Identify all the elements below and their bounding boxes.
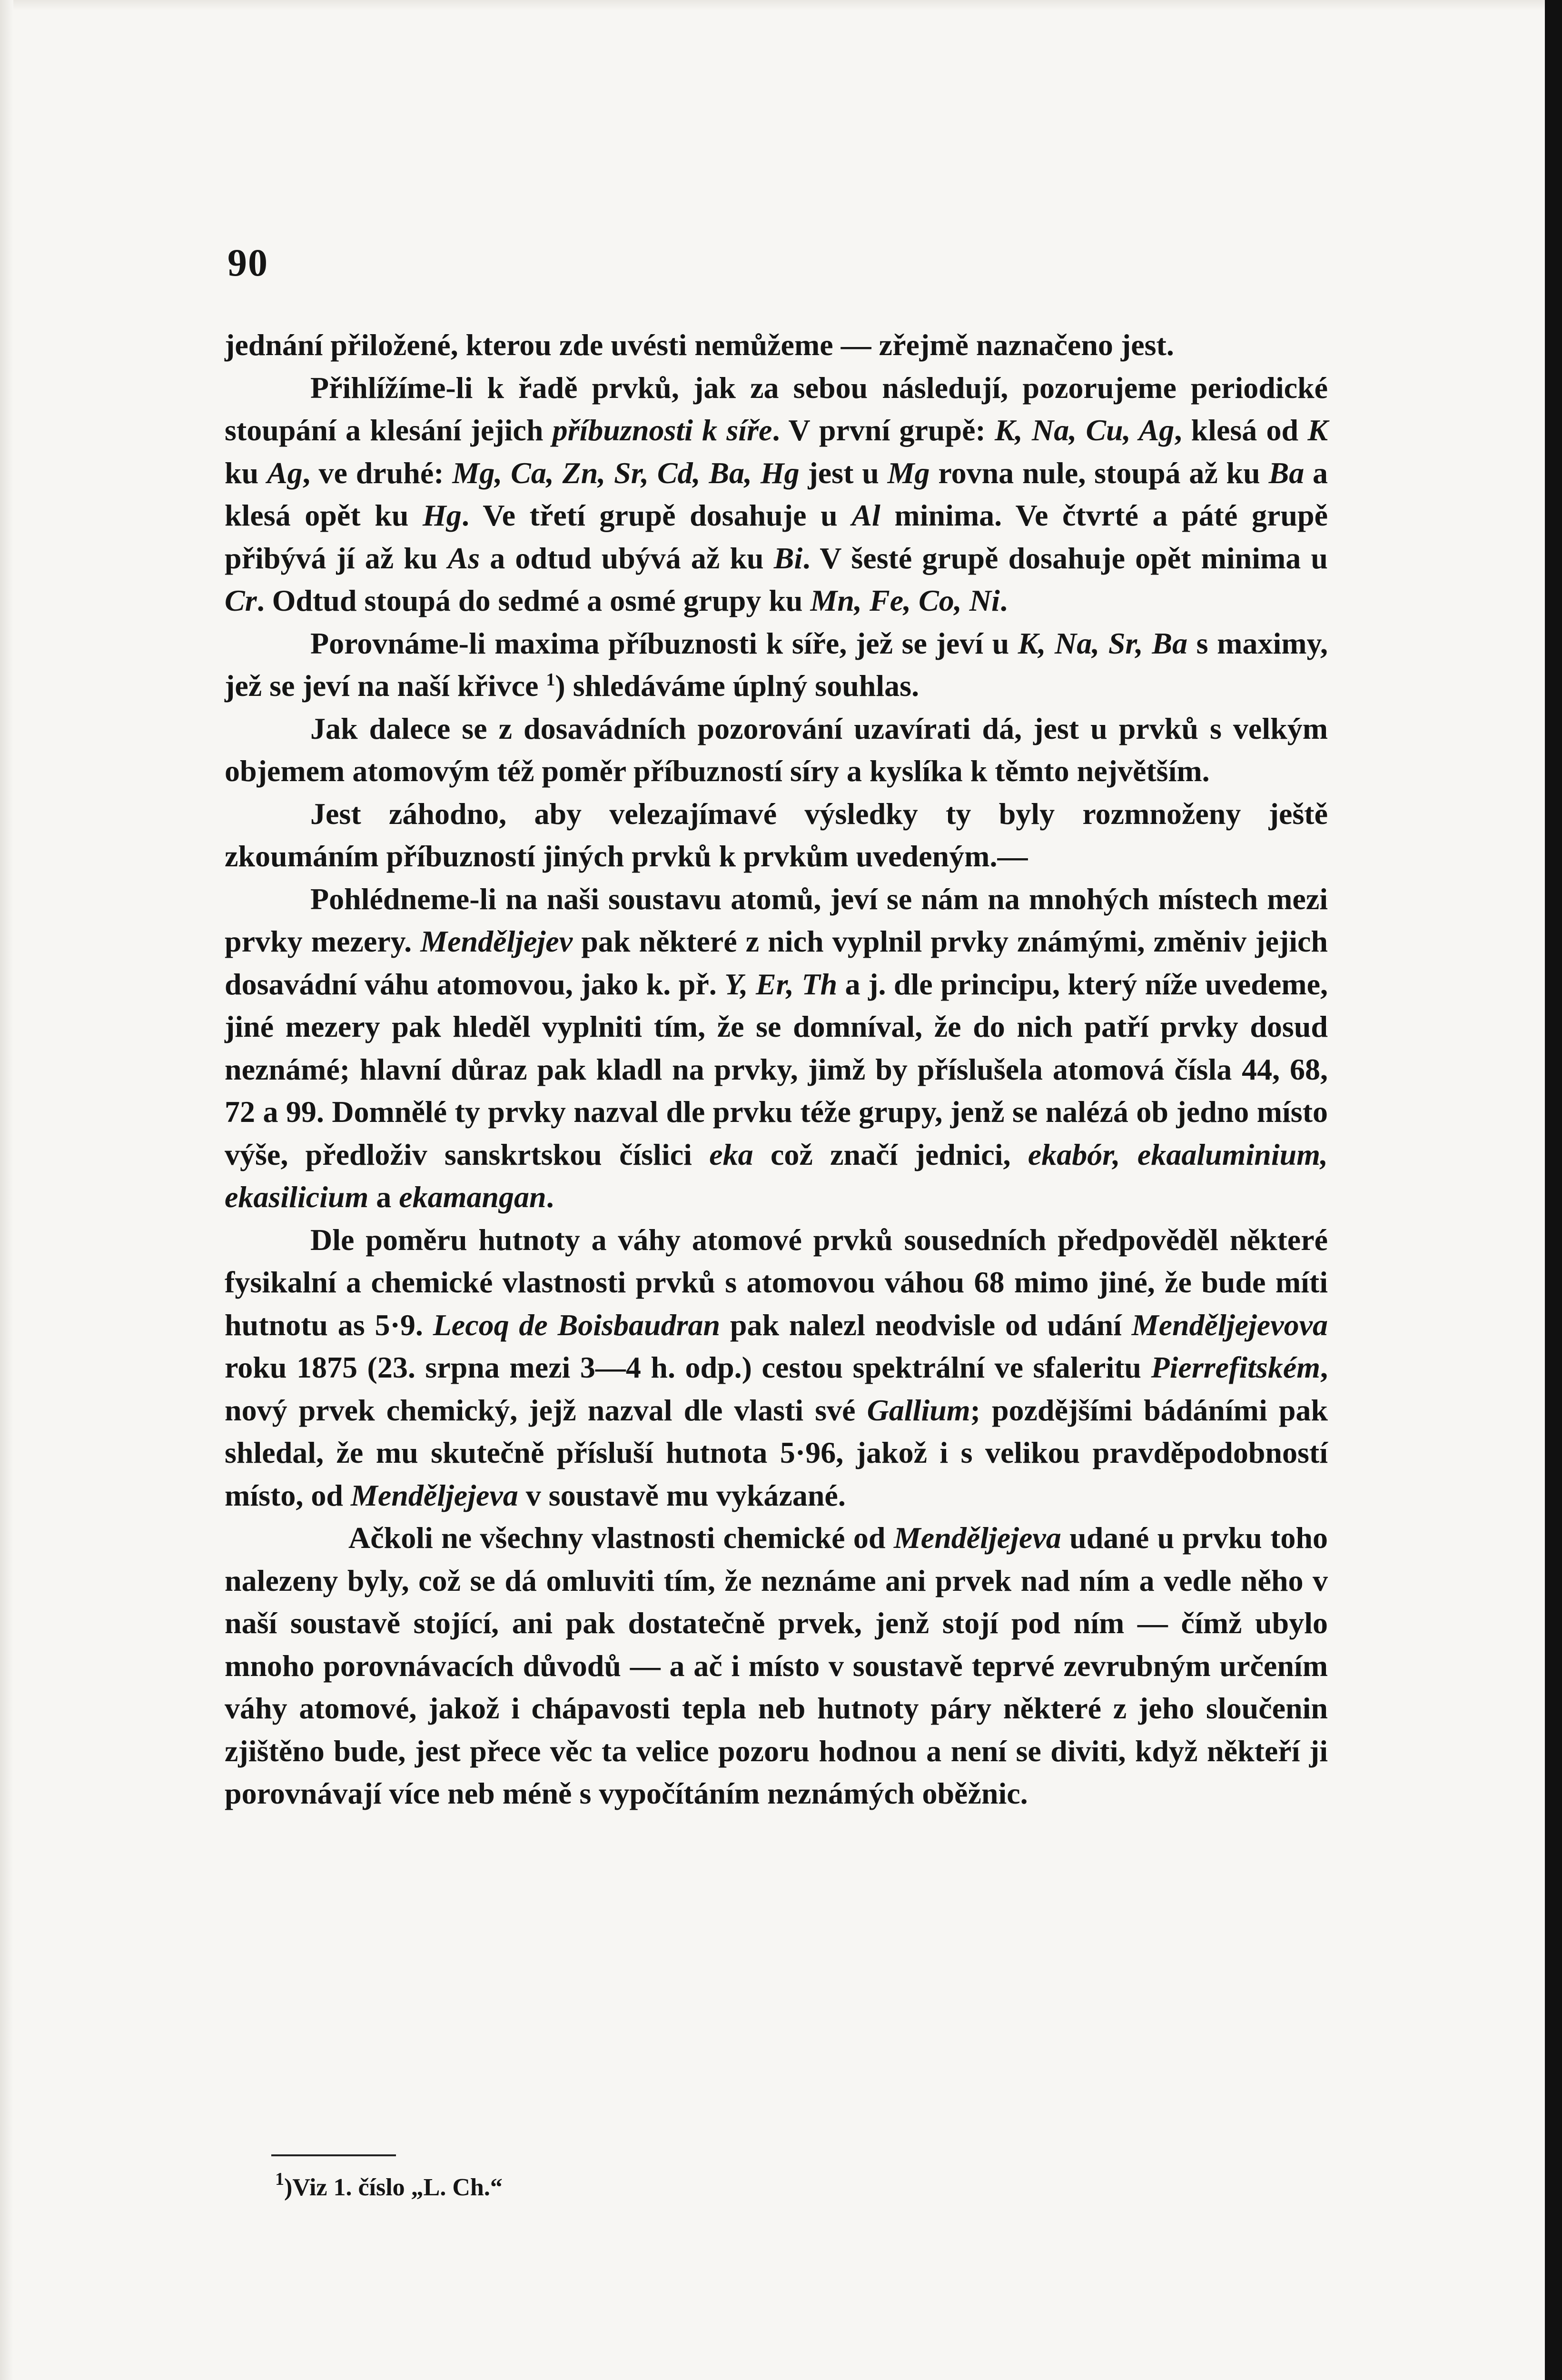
text-run: s maximy, jež se jeví na naší křivce (225, 626, 1328, 703)
text-run: ; pozdějšími bádáními pak shledal, že mu skutečně přísluší hutnota 5·96, jakož i s velikou pravděpodobností místo, od (225, 1393, 1328, 1512)
italic-run: ekamangan (399, 1180, 546, 1214)
italic-run: Menděljejeva (893, 1521, 1061, 1555)
italic-run: Ag (267, 456, 303, 490)
text-run: ku (225, 456, 267, 490)
italic-run: Menděljejeva (350, 1478, 518, 1512)
text-run: a odtud ubývá až ku (480, 541, 774, 575)
paragraph-1 (225, 324, 1328, 367)
paragraph-8 (225, 1517, 1328, 1815)
footnote-divider (271, 2154, 396, 2156)
italic-run: ekabór, ekaaluminium, ekasilicium (225, 1137, 1328, 1214)
italic-run: Al (851, 498, 880, 532)
page-edge-top (0, 0, 1562, 10)
italic-run: Lecoq de Boisbaudran (433, 1308, 721, 1342)
body-text (225, 324, 1328, 1815)
italic-run: Hg (423, 498, 462, 532)
page-number: 90 (227, 241, 268, 284)
text-run: což značí jednici, (753, 1137, 1028, 1171)
text-run: Dle poměru hutnoty a váhy atomové prvků sousedních předpověděl některé fysikalní a chemické vlastnosti prvků s atomovou váhou 68 mimo jiné, že bude míti hutnotu as 5·9. (225, 1222, 1328, 1342)
italic-run: eka (709, 1137, 753, 1171)
paragraph-2 (225, 367, 1328, 622)
italic-run: Mg, Ca, Zn, Sr, Cd, Ba, Hg (452, 456, 800, 490)
paragraph-7 (225, 1219, 1328, 1517)
text-run: Porovnáme-li maxima příbuznosti k síře, jež se jeví u (310, 626, 1018, 660)
italic-run: Mn, Fe, Co, Ni (810, 584, 1000, 617)
text-run: Jest záhodno, aby velezajímavé výsledky ty byly rozmnoženy ještě zkoumáním příbuzností jiných prvků k prvkům uvedeným.— (225, 796, 1328, 873)
text-run: a j. dle principu, který níže uvedeme, jiné mezery pak hleděl vyplniti tím, že se domníval, že do nich patří prvky dosud neznámé; hlavní důraz pak kladl na prvky, jimž by příslušela atomová čísla 44, 68, 72 a 99. Domnělé ty prvky nazval dle prvku téže grupy, jenž se nalézá ob jedno místo výše, předloživ sanskrtskou číslici (225, 967, 1328, 1171)
paragraph-5 (225, 793, 1328, 878)
text-run: , nový prvek chemický, jejž nazval dle vlasti své (225, 1350, 1328, 1427)
text-run: . Odtud stoupá do sedmé a osmé grupy ku (257, 584, 811, 617)
paragraph-6 (225, 878, 1328, 1219)
text-run: minima. Ve čtvrté a páté grupě přibývá jí až ku (225, 498, 1328, 575)
page-edge-left (0, 0, 13, 2380)
italic-run: Gallium (867, 1393, 970, 1427)
text-run: pak některé z nich vyplnil prvky známými, změniv jejich dosavádní váhu atomovou, jako k. př. (225, 924, 1328, 1001)
text-run: , ve druhé: (302, 456, 453, 490)
text-run: a klesá opět ku (225, 456, 1328, 532)
text-run: udané u prvku toho nalezeny byly, což se dá omluviti tím, že neznáme ani prvek nad ním a vedle něho v naší soustavě stojící, ani pak dostatečně prvek, jenž stojí pod ním — čímž ubylo mnoho porovnávacích důvodů — a ač i místo v soustavě teprvé zevrubným určením váhy atomové, jakož i chápavosti tepla neb hutnoty páry některé z jeho sloučenin zjištěno bude, jest přece věc ta velice pozoru hodnou a není se diviti, když někteří ji porovnávají více neb méně s vypočítáním neznámých oběžnic. (225, 1521, 1328, 1810)
text-run: roku 1875 (23. srpna mezi 3—4 h. odp.) cestou spektrální ve sfaleritu (225, 1350, 1151, 1384)
italic-run: Menděljejev (420, 924, 573, 958)
text-run: v soustavě mu vykázané. (518, 1478, 846, 1512)
italic-run: Y, Er, Th (724, 967, 838, 1001)
italic-run: K (1307, 413, 1328, 447)
text-run: jest u (799, 456, 888, 490)
text-run: rovna nule, stoupá až ku (929, 456, 1269, 490)
footnote-reference: 1 (546, 670, 555, 690)
paragraph-3 (225, 622, 1328, 707)
text-run: jednání přiložené, kterou zde uvésti nemůžeme — zřejmě naznačeno jest. (225, 328, 1174, 362)
text-run: Ačkoli ne všechny vlastnosti chemické od (348, 1521, 894, 1555)
text-run: , klesá od (1174, 413, 1308, 447)
italic-run: Cr (225, 584, 257, 617)
text-run: . (999, 584, 1008, 617)
italic-run: Mg (887, 456, 930, 490)
paragraph-4 (225, 707, 1328, 793)
text-run: . V první grupě: (772, 413, 995, 447)
text-run: . Ve třetí grupě dosahuje u (461, 498, 852, 532)
italic-run: K, Na, Cu, Ag (995, 413, 1175, 447)
footnote-text: )Viz 1. číslo „L. Ch.“ (284, 2174, 503, 2201)
text-run: a (368, 1180, 399, 1214)
italic-run: příbuznosti k síře (552, 413, 772, 447)
text-run: Pohlédneme-li na naši soustavu atomů, jeví se nám na mnohých místech mezi prvky mezery. (225, 882, 1328, 958)
text-run: . (546, 1180, 554, 1214)
italic-run: Ba (1268, 456, 1305, 490)
text-run: . V šesté grupě dosahuje opět minima u (802, 541, 1328, 575)
text-run: Jak dalece se z dosavádních pozorování uzavírati dá, jest u prvků s velkým objemem atomovým též poměr příbuzností síry a kyslíka k těmto největším. (225, 711, 1328, 788)
footnote-mark: 1 (275, 2169, 284, 2189)
italic-run: Bi (773, 541, 803, 575)
footnote (275, 2169, 503, 2202)
italic-run: As (447, 541, 480, 575)
italic-run: K, Na, Sr, Ba (1018, 626, 1188, 660)
text-run: ) shledáváme úplný souhlas. (555, 669, 919, 703)
page-edge-right (1545, 0, 1562, 2380)
italic-run: Pierrefitském (1151, 1350, 1320, 1384)
text-run: Přihlížíme-li k řadě prvků, jak za sebou následují, pozorujeme periodické stoupání a klesání jejich (225, 370, 1328, 447)
italic-run: Menděljejevova (1131, 1308, 1328, 1342)
text-run: pak nalezl neodvisle od udání (720, 1308, 1132, 1342)
